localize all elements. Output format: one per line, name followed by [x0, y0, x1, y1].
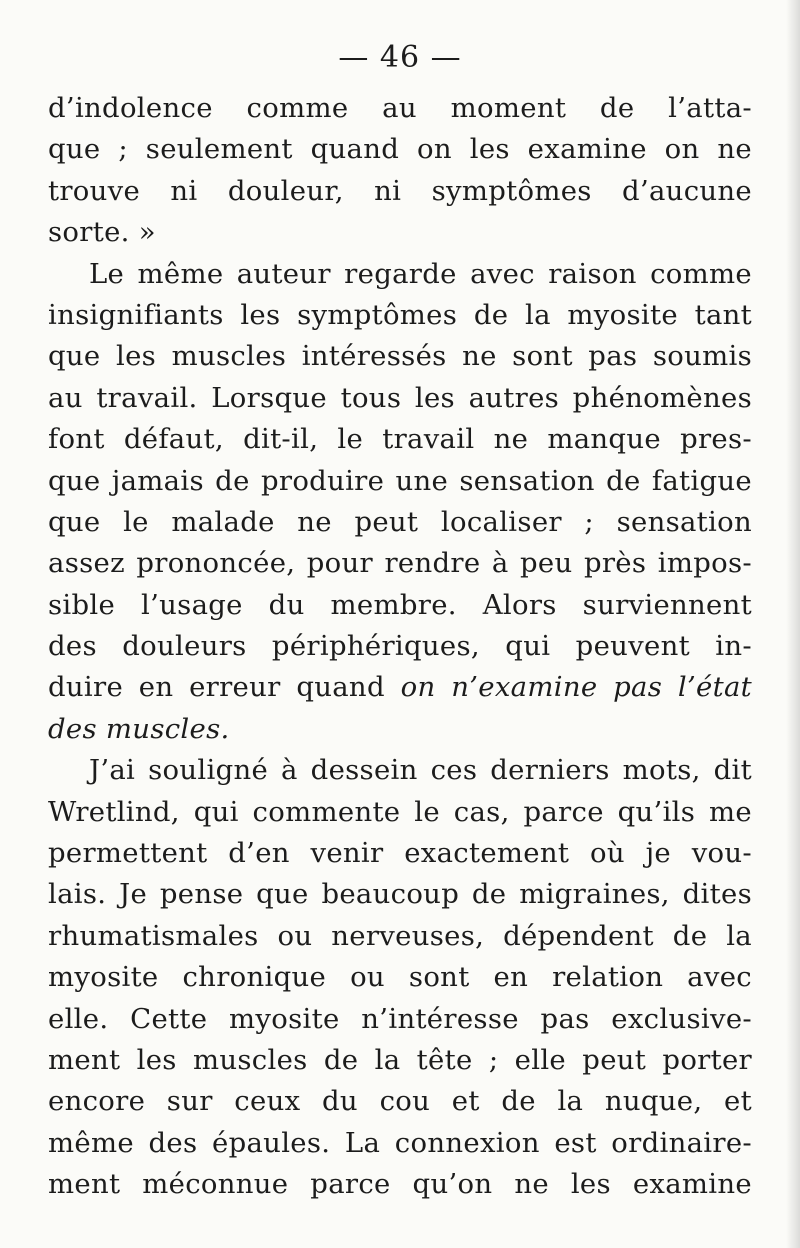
- text-line: [48, 295, 752, 336]
- text-line: [48, 502, 752, 543]
- text-line-roman: J’ai souligné à dessein ces derniers mots, dit: [89, 754, 752, 787]
- text-line-roman: ment méconnue parce qu’on ne les examine: [48, 1168, 752, 1201]
- text-line: [48, 916, 752, 957]
- text-line: [48, 212, 752, 253]
- text-line-roman: sible l’usage du membre. Alors surviennent: [48, 588, 752, 621]
- text-line: [48, 378, 752, 419]
- text-line: [48, 999, 752, 1040]
- text-line: [48, 419, 752, 460]
- text-line: [48, 543, 752, 584]
- text-line: [48, 171, 752, 212]
- text-line-roman: insignifiants les symptômes de la myosite tant: [48, 298, 752, 331]
- text-line-roman: lais. Je pense que beaucoup de migraines, dites: [48, 878, 752, 911]
- text-line-roman: rhumatismales ou nerveuses, dépendent de la: [48, 919, 752, 952]
- text-line-roman: font défaut, dit-il, le travail ne manque pres-: [48, 423, 752, 456]
- text-line-roman: que ; seulement quand on les examine on ne: [48, 133, 752, 166]
- text-line-roman: des douleurs périphériques, qui peuvent in-: [48, 630, 752, 663]
- text-line-roman: que jamais de produire une sensation de fatigue: [48, 464, 752, 497]
- text-line: [48, 1123, 752, 1164]
- text-line-roman: encore sur ceux du cou et de la nuque, et: [48, 1085, 752, 1118]
- text-line-roman: que les muscles intéressés ne sont pas soumis: [48, 340, 752, 373]
- text-line: [48, 1164, 752, 1205]
- text-line-roman: elle. Cette myosite n’intéresse pas exclusive-: [48, 1002, 752, 1035]
- text-line: [48, 792, 752, 833]
- text-line: [48, 874, 752, 915]
- text-line-roman: sorte. »: [48, 216, 156, 249]
- text-line-roman: même des épaules. La connexion est ordinaire-: [48, 1126, 752, 1159]
- text-line-roman: trouve ni douleur, ni symptômes d’aucune: [48, 174, 752, 207]
- text-line: [48, 709, 752, 750]
- text-line: [48, 833, 752, 874]
- text-line-roman: d’indolence comme au moment de l’atta-: [48, 92, 752, 124]
- text-line-roman: au travail. Lorsque tous les autres phénomènes: [48, 381, 752, 414]
- text-line-roman: assez prononcée, pour rendre à peu près impos-: [48, 547, 752, 580]
- text-line: [48, 667, 752, 708]
- text-line: [48, 585, 752, 626]
- text-line-roman: Le même auteur regarde avec raison comme: [89, 257, 752, 290]
- body-text: [48, 88, 752, 1206]
- text-line: [48, 461, 752, 502]
- text-line: [48, 626, 752, 667]
- text-line-italic: des muscles.: [48, 712, 230, 745]
- text-line: [48, 88, 752, 129]
- text-line-roman: myosite chronique ou sont en relation avec: [48, 961, 752, 994]
- text-line: [48, 1040, 752, 1081]
- text-line-roman: permettent d’en venir exactement où je vou-: [48, 837, 752, 870]
- text-line-roman: Wretlind, qui commente le cas, parce qu’ils me: [48, 795, 752, 828]
- page-edge-shadow: [786, 0, 800, 1248]
- text-line: [48, 129, 752, 170]
- text-line-roman: ment les muscles de la tête ; elle peut porter: [48, 1043, 752, 1076]
- text-line-roman: que le malade ne peut localiser ; sensation: [48, 505, 752, 538]
- page-number: — 46 —: [338, 40, 462, 75]
- text-line-roman: duire en erreur quand: [48, 671, 385, 704]
- text-line: [48, 1081, 752, 1122]
- text-line: [48, 254, 752, 295]
- text-line-italic: on n’examine pas l’état: [400, 671, 752, 704]
- text-line: [48, 750, 752, 791]
- text-line: [48, 957, 752, 998]
- text-line: [48, 336, 752, 377]
